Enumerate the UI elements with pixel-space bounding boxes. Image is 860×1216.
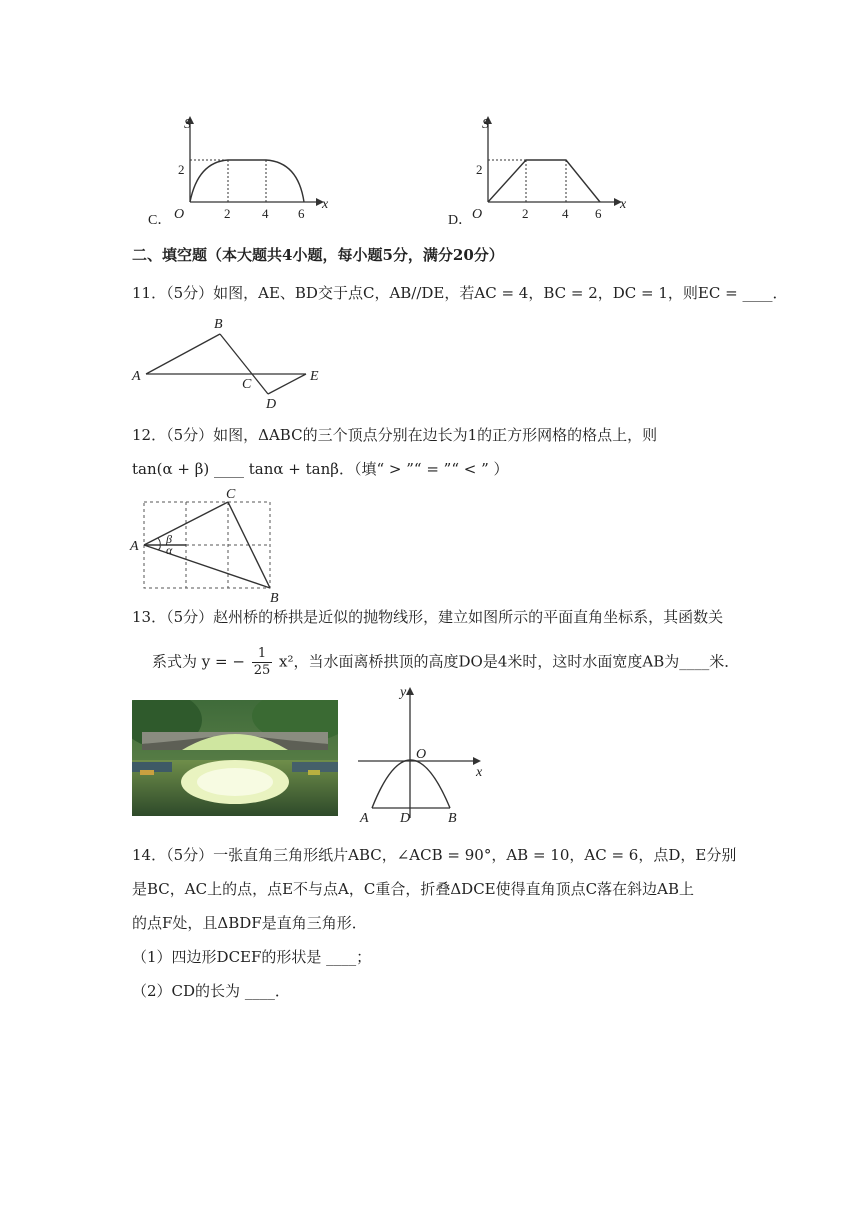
q12-line2: tan(α + β) ____ tanα + tanβ．（填“ > ”“ = ”“ < ” ）	[132, 460, 509, 478]
alpha-label: α	[166, 543, 173, 557]
q13-line2-pre: 系式为 y = −	[152, 652, 245, 671]
point-a-label: A	[132, 369, 141, 384]
x-axis-label: x	[322, 197, 329, 212]
point-e-label: E	[310, 369, 319, 384]
x-tick-label: 4	[262, 206, 269, 221]
q14-line2: 是BC，AC上的点，点E不与点A，C重合，折叠ΔDCE使得直角顶点C落在斜边AB上	[132, 880, 694, 898]
q14-sub2: （2）CD的长为 ____．	[132, 982, 290, 1000]
point-a-label: A	[360, 811, 369, 826]
s-axis-label: S	[184, 117, 191, 132]
option-label: D．	[448, 213, 473, 228]
x-axis-label: x	[620, 197, 627, 212]
x-tick-label: 4	[562, 206, 569, 221]
y-tick-label: 2	[476, 162, 483, 177]
fraction	[252, 646, 273, 679]
x-tick-label: 6	[595, 206, 602, 221]
x-tick-label: 2	[224, 206, 231, 221]
point-b-label: B	[214, 317, 223, 332]
fraction-numerator: 1	[252, 646, 273, 663]
q11-figure	[130, 312, 330, 412]
q12-figure	[128, 484, 298, 606]
q11-text: 11．（5分）如图，AE、BD交于点C，AB//DE，若AC = 4，BC = 2，DC = 1，则EC = ____．	[132, 284, 788, 302]
x-tick-label: 6	[298, 206, 305, 221]
q13-line1: 13．（5分）赵州桥的桥拱是近似的抛物线形，建立如图所示的平面直角坐标系，其函数关	[132, 608, 724, 626]
point-c-label: C	[242, 377, 252, 392]
q14-line1: 14．（5分）一张直角三角形纸片ABC，∠ACB = 90°，AB = 10，AC = 6，点D，E分别	[132, 846, 737, 864]
origin-label: O	[472, 207, 483, 222]
q14-sub1: （1）四边形DCEF的形状是 ____；	[132, 948, 372, 966]
point-c-label: C	[226, 487, 236, 502]
point-b-label: B	[270, 591, 279, 606]
q13-figure	[354, 682, 494, 824]
graph-d	[440, 112, 640, 227]
beta-label: β	[166, 532, 172, 546]
origin-label: O	[174, 207, 185, 222]
section-title: 二、填空题（本大题共4小题，每小题5分，满分20分）	[132, 246, 504, 264]
q13-line2-post: x²，当水面离桥拱顶的高度DO是4米时，这时水面宽度AB为____米．	[279, 652, 740, 671]
s-axis-label: S	[482, 117, 489, 132]
q13-line2	[152, 646, 739, 679]
zhaozhou-bridge-photo	[132, 700, 338, 816]
point-d-label: D	[400, 811, 411, 826]
point-a-label: A	[130, 539, 139, 554]
graph-c	[140, 112, 340, 227]
x-axis-label: x	[476, 765, 483, 780]
point-b-label: B	[448, 811, 457, 826]
option-label: C．	[148, 213, 172, 228]
y-tick-label: 2	[178, 162, 185, 177]
fraction-denominator: 25	[253, 663, 271, 678]
q12-line1: 12．（5分）如图，ΔABC的三个顶点分别在边长为1的正方形网格的格点上，则	[132, 426, 658, 444]
x-tick-label: 2	[522, 206, 529, 221]
y-axis-label: y	[400, 685, 407, 700]
origin-label: O	[416, 747, 427, 762]
q14-line3: 的点F处，且ΔBDF是直角三角形．	[132, 914, 367, 932]
point-d-label: D	[266, 397, 277, 412]
